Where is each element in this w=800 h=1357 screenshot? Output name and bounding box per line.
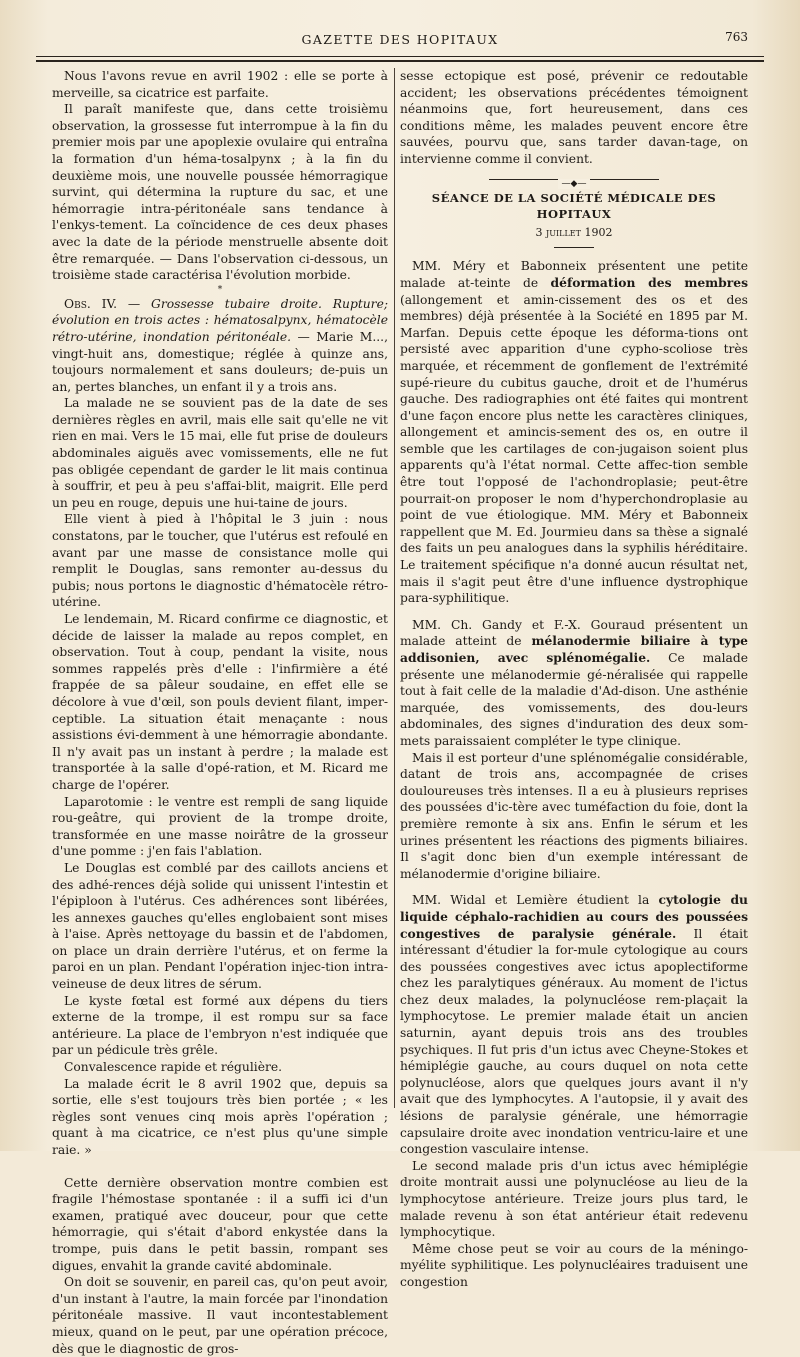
text-run: Il était intéressant d'étudier la for-mule cytologique au cours des poussées congestives avec ictus apoplectiforme chez les paralytiques généraux. Au moment de l'ictus chez deux malades, la polynucléose rem-plaçait la lymphocytose. Le premier malade était un ancien saturnin, ayant depuis trois ans des troubles psychiques. Il fut pris d'un ictus avec Cheyne-Stokes et hémiplégie gauche, au cours duquel on nota cette polynucléose, alors que quelques jours avant il n'y avait que des lymphocytes. A l'autopsie, il y avait des lésions de paralysie générale, une hémorragie capsulaire droite avec inondation ventricu-laire et une congestion vasculaire intense. [400,926,749,1157]
paragraph: La malade écrit le 8 avril 1902 que, depuis sa sortie, elle s'est toujours très bien portée ; « les règles sont venues cinq mois après l'opération ; quant à ma cicatrice, ce n'est plus qu'une simple raie. » [52,1076,388,1157]
section-title: SÉANCE DE LA SOCIÉTÉ MÉDICALE DES HOPITAUX [431,190,717,222]
ornament-separator [489,174,659,189]
observation-label: Obs. IV. — [64,296,141,311]
paragraph: Même chose peut se voir au cours de la méningo-myélite syphilitique. Les polynucléaires traduisent une congestion [400,1241,748,1289]
text-run: MM. Widal et Lemière étudient la [412,893,650,908]
journal-title: GAZETTE DES HOPITAUX [301,32,499,47]
paragraph [400,617,748,750]
paragraph: Il paraît manifeste que, dans cette troisièmu observation, la grossesse fut interrompue à la fin du premier mois par une apoplexie ovulaire qui entraîna la formation d'un héma-tosalpynx ; à la fin du deuxième mois, une nouvelle poussée hémorragique survint, qui détermina la rupture du sac, et une hémorragie intra-péritonéale sans tendance à l'enkys-tement. La coïncidence de ces deux phases avec la date de la période menstruelle absente doit être remarquée. — Dans l'observation ci-dessous, un troisième stade caractérisa l'évolution morbide. [52,102,388,283]
paragraph: sesse ectopique est posé, prévenir ce redoutable accident; les observations précédentes témoignent néanmoins que, fort heureusement, dans ces conditions même, les malades peuvent encore être sauvées, pourvu que, sans tarder davan-tage, on intervienne comme il convient. [400,69,748,166]
header-rule-thick [36,60,764,62]
section-date: 3 juillet 1902 [535,225,613,239]
ornament: —◆— [558,179,591,189]
bold-topic: cytologie du liquide céphalo-rachidien au cours des poussées congestives de paralysie générale. [400,892,748,941]
page-header [0,30,800,54]
bold-topic: déformation des membres [550,274,748,290]
text-run: MM. Méry et Babonneix présentent une petite malade at-teinte de [400,259,748,290]
paragraph [400,258,748,606]
observation-intro: — Marie M..., vingt-huit ans, domestique; réglée à quinze ans, toujours normalement et sans douleurs; de-puis un an, pertes blanches, un enfant il y a trois ans. [52,329,388,394]
page-number: 763 [725,30,748,44]
observation-heading [52,296,388,396]
column-divider [394,68,395,1108]
bold-topic: mélanodermie biliaire à type addisonien, avec splénomégalie. [400,633,748,665]
text-run: (allongement et amin-cissement des os et des membres) déjà présentée à la Société en 1895 par M. Marfan. Depuis cette époque les déforma-tions ont persisté avec apparition d'une cypho-scoliose très marquée, et récemment de gonflement de l'extrémité supé-rieure du cubitus gauche, droit et de l'humérus gauche. Des radiographies ont été faites qui montrent d'une façon encore plus nette les caractères cliniques, allongement et amincis-sement des os, en outre il semble que les cartilages de con-jugaison soient plus apparents qu'à l'état normal. Cette affec-tion semble être tout l'opposé de l'achondroplasie; peut-être pourrait-on proposer le nom d'hyperchondroplasie au point de vue étiologique. MM. Méry et Babonneix rappellent que M. Ed. Jourmieu dans sa thèse a signalé des faits un peu analogues dans la syphilis héréditaire. Le traitement spécifique n'a donné aucun résultat net, mais il s'agit peut être d'une influence dystrophique para-syphilitique. [400,292,748,606]
short-rule [554,247,594,248]
paragraph: La malade ne se souvient pas de la date de ses dernières règles en avril, mais elle sait qu'elle ne vit rien en mai. Vers le 15 mai, elle fut prise de douleurs abdominales aiguës avec vomissements, elle ne fut pas obligée cependant de garder le lit mais continua à souffrir, et peu à peu s'affai-blit, maigrit. Elle perd un peu en rouge, depuis une hui-taine de jours. [52,396,388,510]
paragraph: Nous l'avons revue en avril 1902 : elle se porte à merveille, sa cicatrice est parfaite. [52,69,388,100]
paragraph [400,892,748,1158]
paragraph: Le kyste fœtal est formé aux dépens du tiers externe de la trompe, il est rompu sur sa face antérieure. La place de l'embryon n'est indiquée que par un pédicule très grêle. [52,993,388,1058]
observation-title: Grossesse tubaire droite. Rupture; évolution en trois actes : hématosalpynx, hématocèle rétro-utérine, inondation péritonéale. [52,296,388,344]
text-run: Ce malade présente une mélanodermie gé-néralisée qui rappelle tout à fait celle de la maladie d'Ad-dison. Une asthénie marquée, des vomissements, des dou-leurs abdominales, des signes d'induration des deux som-mets paraissaient compléter le type clinique. [400,651,748,748]
paragraph: Le lendemain, M. Ricard confirme ce diagnostic, et décide de laisser la malade au repos complet, en observation. Tout à coup, pendant la visite, nous sommes rappelés près d'elle : l'infirmière a été frappée de sa pâleur soudaine, en effet elle se décolore à vue d'œil, son pouls devient filant, imper-ceptible. La situation était menaçante : nous assistions évi-demment à une hémorragie abondante. Il n'y avait pas un instant à perdre ; la malade est transportée à la salle d'opé-ration, et M. Ricard me charge de l'opérer. [52,612,388,792]
left-column [52,68,388,1357]
paragraph: Le second malade pris d'un ictus avec hémiplégie droite montrait aussi une polynucléose au lieu de la lymphocytose antérieure. Treize jours plus tard, le malade revenu à son état antérieur était redevenu lymphocytique. [400,1158,748,1240]
paragraph: On doit se souvenir, en pareil cas, qu'on peut avoir, d'un instant à l'autre, la main forcée par l'inondation péritonéale massive. Il vaut incontestablement mieux, quand on le peut, par une opération précoce, dès que le diagnostic de gros- [52,1275,388,1356]
paragraph: Elle vient à pied à l'hôpital le 3 juin : nous constatons, par le toucher, que l'utérus est refoulé en avant par une masse de consistance molle qui remplit le Douglas, sans remonter au-dessus du pubis; nous portons le diagnostic d'hématocèle rétro-utérine. [52,512,388,610]
paragraph: Le Douglas est comblé par des caillots anciens et des adhé-rences déjà solide qui unissent l'intestin et l'épiploon à l'utérus. Ces adhérences sont libérées, les annexes gauches qu'elles englobaient sont mises à l'aise. Après nettoyage du bassin et de l'abdomen, on place un drain derrière l'utérus, et on ferme la paroi en un plan. Pendant l'opération injec-tion intra-veineuse de deux litres de sérum. [52,860,388,992]
paragraph: Convalescence rapide et régulière. [64,1060,283,1075]
paragraph: Mais il est porteur d'une splénomégalie considérable, datant de trois ans, accompagnée de crises douloureuses très intenses. Il a eu à plusieurs reprises des poussées d'ic-tère avec tuméfaction du foie, dont la première remonte à six ans. Enfin le sérum et les urines présentent les réactions des pigments biliaires. Il s'agit donc bien d'un exemple intéressant de mélanodermie d'origine biliaire. [400,750,748,881]
paragraph: Cette dernière observation montre combien est fragile l'hémostase spontanée : il a suffi ici d'un examen, pratiqué avec douceur, pour que cette hémorragie, qui s'était d'abord enkystée dans la trompe, puis dans le petit bassin, rompant ses digues, envahit la grande cavité abdominale. [52,1175,388,1273]
right-column [400,68,748,1291]
asterisk-separator: * [217,284,223,295]
paragraph: Laparotomie : le ventre est rempli de sang liquide rou-geâtre, qui provient de la trompe droite, transformée en une masse noirâtre de la grosseur d'une pomme : j'en fais l'ablation. [52,794,388,859]
header-rule-thin [36,56,764,57]
text-run: MM. Ch. Gandy et F.-X. Gouraud présentent un malade atteint de [400,617,748,649]
